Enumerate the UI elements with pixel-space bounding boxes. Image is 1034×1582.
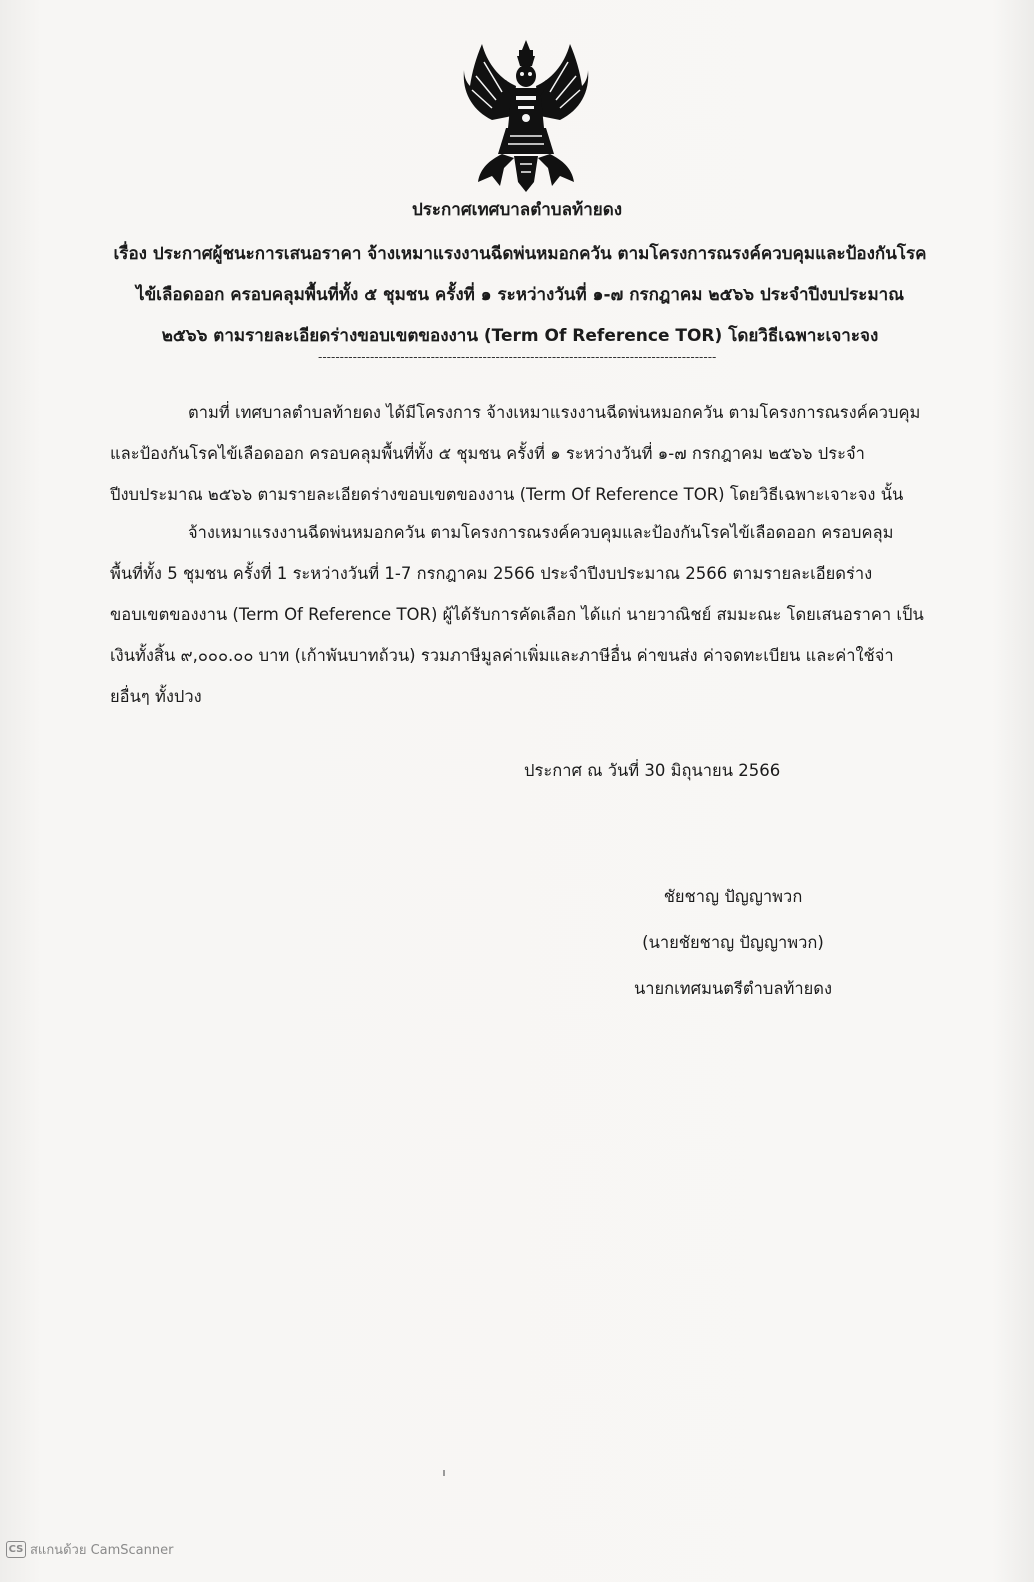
subject-line: เรื่อง ประกาศผู้ชนะการเสนอราคา จ้างเหมาแรงงานฉีดพ่นหมอกควัน ตามโครงการณรงค์ควบคุมและป้องกันโรค — [113, 244, 927, 264]
paragraph-line: ตามที่ เทศบาลตำบลท้ายดง ได้มีโครงการ จ้างเหมาแรงงานฉีดพ่นหมอกควัน ตามโครงการณรงค์ควบคุม — [188, 403, 921, 422]
camscanner-watermark — [6, 1539, 173, 1560]
paragraph-line: พื้นที่ทั้ง 5 ชุมชน ครั้งที่ 1 ระหว่างวันที่ 1-7 กรกฎาคม 2566 ประจำปีงบประมาณ 2566 ตามรายละเอียดร่าง — [110, 564, 873, 583]
announcement-subject — [80, 234, 960, 357]
subject-line: ไข้เลือดออก ครอบคลุมพื้นที่ทั้ง ๕ ชุมชน ครั้งที่ ๑ ระหว่างวันที่ ๑-๗ กรกฎาคม ๒๕๖๖ ประจำปีงบประมาณ — [136, 285, 904, 305]
garuda-emblem-icon — [462, 36, 590, 196]
camscanner-text: สแกนด้วย CamScanner — [30, 1543, 174, 1558]
scan-speck — [443, 1470, 445, 1476]
organization-title: ประกาศเทศบาลตำบลท้ายดง — [411, 200, 623, 220]
announcement-date: ประกาศ ณ วันที่ 30 มิถุนายน 2566 — [524, 761, 781, 780]
signer-position: นายกเทศมนตรีตำบลท้ายดง — [633, 979, 833, 998]
subject-line: ๒๕๖๖ ตามรายละเอียดร่างขอบเขตของงาน (Term Of Reference TOR) โดยวิธีเฉพาะเจาะจง — [161, 326, 879, 346]
paragraph-line: และป้องกันโรคไข้เลือดออก ครอบคลุมพื้นที่ทั้ง ๕ ชุมชน ครั้งที่ ๑ ระหว่างวันที่ ๑-๗ กรกฎาคม ๒๕๖๖ ประจำ — [110, 444, 865, 463]
paragraph-line: เงินทั้งสิ้น ๙,๐๐๐.๐๐ บาท (เก้าพันบาทถ้วน) รวมภาษีมูลค่าเพิ่มและภาษีอื่น ค่าขนส่ง ค่าจดทะเบียน และค่าใช้จ่า — [110, 646, 894, 665]
section-divider: -------------------------------------------------------------------------------------------- — [318, 350, 717, 364]
paragraph-line: ขอบเขตของงาน (Term Of Reference TOR) ผู้ได้รับการคัดเลือก ได้แก่ นายวาณิชย์ สมมะณะ โดยเสนอราคา เป็น — [110, 605, 924, 624]
paragraph-line: ปีงบประมาณ ๒๕๖๖ ตามรายละเอียดร่างขอบเขตของงาน (Term Of Reference TOR) โดยวิธีเฉพาะเจาะจง นั้น — [110, 485, 904, 504]
camscanner-logo-icon: CS — [6, 1541, 26, 1558]
body-paragraph-1 — [110, 392, 960, 515]
body-paragraph-2 — [110, 512, 960, 717]
paragraph-line: จ้างเหมาแรงงานฉีดพ่นหมอกควัน ตามโครงการณรงค์ควบคุมและป้องกันโรคไข้เลือดออก ครอบคลุม — [188, 523, 894, 542]
paragraph-line: ยอื่นๆ ทั้งปวง — [110, 687, 202, 706]
signer-full-name: (นายชัยชาญ ปัญญาพวก) — [642, 933, 824, 952]
signed-name: ชัยชาญ ปัญญาพวก — [663, 887, 803, 906]
